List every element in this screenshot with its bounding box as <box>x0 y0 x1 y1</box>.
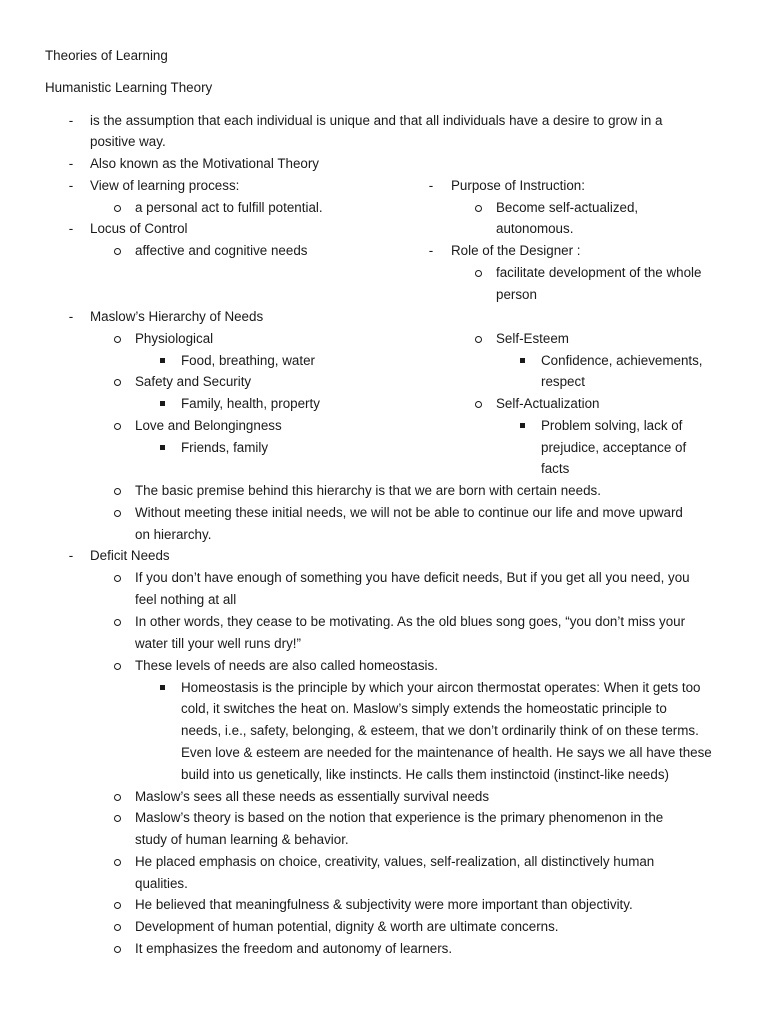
circle-bullet <box>114 859 121 866</box>
deficit-p2-line-2: water till your well runs dry!” <box>135 636 301 651</box>
homeostasis-line-5: build into us genetically, like instincts. He calls them instinctoid (instinct-like needs) <box>181 767 669 782</box>
locus-heading: Locus of Control <box>90 221 188 236</box>
view-item: a personal act to fulfill potential. <box>135 200 323 215</box>
dash-bullet: - <box>428 178 434 193</box>
circle-bullet <box>114 619 121 626</box>
square-bullet <box>520 358 525 363</box>
maslow-actualization: Self-Actualization <box>496 396 600 411</box>
designer-heading: Role of the Designer : <box>451 243 581 258</box>
circle-bullet <box>475 401 482 408</box>
maslow-actualization-detail-line-2: prejudice, acceptance of <box>541 440 687 455</box>
circle-bullet <box>475 205 482 212</box>
circle-bullet <box>114 510 121 517</box>
circle-bullet <box>114 815 121 822</box>
document-title: Theories of Learning <box>45 48 168 63</box>
circle-bullet <box>114 794 121 801</box>
deficit-p2-line-1: In other words, they cease to be motivating. As the old blues song goes, “you don’t miss your <box>135 614 686 629</box>
purpose-item-line-1: Become self-actualized, <box>496 200 639 215</box>
designer-item-line-1: facilitate development of the whole <box>496 265 702 280</box>
homeostasis-line-2: cold, it switches the heat on. Maslow’s simply extends the homeostatic principle to <box>181 701 667 716</box>
maslow-love: Love and Belongingness <box>135 418 282 433</box>
dash-bullet: - <box>428 243 434 258</box>
maslow-actualization-detail-line-3: facts <box>541 461 570 476</box>
circle-bullet <box>114 336 121 343</box>
dash-bullet: - <box>68 309 74 324</box>
circle-bullet <box>475 270 482 277</box>
square-bullet <box>160 401 165 406</box>
homeostasis-line-4: Even love & esteem are needed for the maintenance of health. He says we all have these <box>181 745 712 760</box>
deficit-p6-line-1: He placed emphasis on choice, creativity, values, self-realization, all distinctively human <box>135 854 655 869</box>
circle-bullet <box>114 379 121 386</box>
dash-bullet: - <box>68 113 74 128</box>
section-heading: Humanistic Learning Theory <box>45 80 213 95</box>
maslow-heading: Maslow’s Hierarchy of Needs <box>90 309 264 324</box>
deficit-p1-line-2: feel nothing at all <box>135 592 237 607</box>
deficit-p5-line-1: Maslow’s theory is based on the notion that experience is the primary phenomenon in the <box>135 810 664 825</box>
deficit-heading: Deficit Needs <box>90 548 170 563</box>
maslow-without-line-1: Without meeting these initial needs, we will not be able to continue our life and move upward <box>135 505 683 520</box>
deficit-p7: He believed that meaningfulness & subjectivity were more important than objectivity. <box>135 897 633 912</box>
circle-bullet <box>114 248 121 255</box>
deficit-p4: Maslow’s sees all these needs as essentially survival needs <box>135 789 490 804</box>
maslow-safety-detail: Family, health, property <box>181 396 320 411</box>
maslow-actualization-detail-line-1: Problem solving, lack of <box>541 418 683 433</box>
deficit-p1-line-1: If you don’t have enough of something you have deficit needs, But if you get all you need, you <box>135 570 690 585</box>
designer-item-line-2: person <box>496 287 537 302</box>
maslow-safety: Safety and Security <box>135 374 252 389</box>
circle-bullet <box>114 924 121 931</box>
deficit-p9: It emphasizes the freedom and autonomy of learners. <box>135 941 453 956</box>
square-bullet <box>160 358 165 363</box>
dash-bullet: - <box>68 156 74 171</box>
deficit-p3: These levels of needs are also called homeostasis. <box>135 658 438 673</box>
also-known: Also known as the Motivational Theory <box>90 156 320 171</box>
circle-bullet <box>114 902 121 909</box>
circle-bullet <box>114 423 121 430</box>
purpose-item-line-2: autonomous. <box>496 221 574 236</box>
intro-line-2: positive way. <box>90 134 166 149</box>
view-heading: View of learning process: <box>90 178 240 193</box>
square-bullet <box>160 685 165 690</box>
circle-bullet <box>114 488 121 495</box>
deficit-p8: Development of human potential, dignity & worth are ultimate concerns. <box>135 919 559 934</box>
deficit-p6-line-2: qualities. <box>135 876 188 891</box>
maslow-esteem-detail-line-2: respect <box>541 374 585 389</box>
circle-bullet <box>114 663 121 670</box>
dash-bullet: - <box>68 221 74 236</box>
maslow-esteem: Self-Esteem <box>496 331 569 346</box>
maslow-physiological: Physiological <box>135 331 214 346</box>
dash-bullet: - <box>68 548 74 563</box>
deficit-p5-line-2: study of human learning & behavior. <box>135 832 349 847</box>
intro-line-1: is the assumption that each individual is unique and that all individuals have a desire to grow in a <box>90 113 663 128</box>
circle-bullet <box>114 575 121 582</box>
maslow-without-line-2: on hierarchy. <box>135 527 212 542</box>
maslow-esteem-detail-line-1: Confidence, achievements, <box>541 353 703 368</box>
circle-bullet <box>114 946 121 953</box>
circle-bullet <box>114 205 121 212</box>
square-bullet <box>520 423 525 428</box>
homeostasis-line-1: Homeostasis is the principle by which your aircon thermostat operates: When it gets too <box>181 680 701 695</box>
maslow-love-detail: Friends, family <box>181 440 269 455</box>
maslow-physiological-detail: Food, breathing, water <box>181 353 315 368</box>
homeostasis-line-3: needs, i.e., safety, belonging, & esteem, that we don’t ordinarily think of on these terms. <box>181 723 699 738</box>
purpose-heading: Purpose of Instruction: <box>451 178 585 193</box>
square-bullet <box>160 445 165 450</box>
maslow-premise: The basic premise behind this hierarchy is that we are born with certain needs. <box>135 483 601 498</box>
locus-item: affective and cognitive needs <box>135 243 308 258</box>
dash-bullet: - <box>68 178 74 193</box>
circle-bullet <box>475 336 482 343</box>
